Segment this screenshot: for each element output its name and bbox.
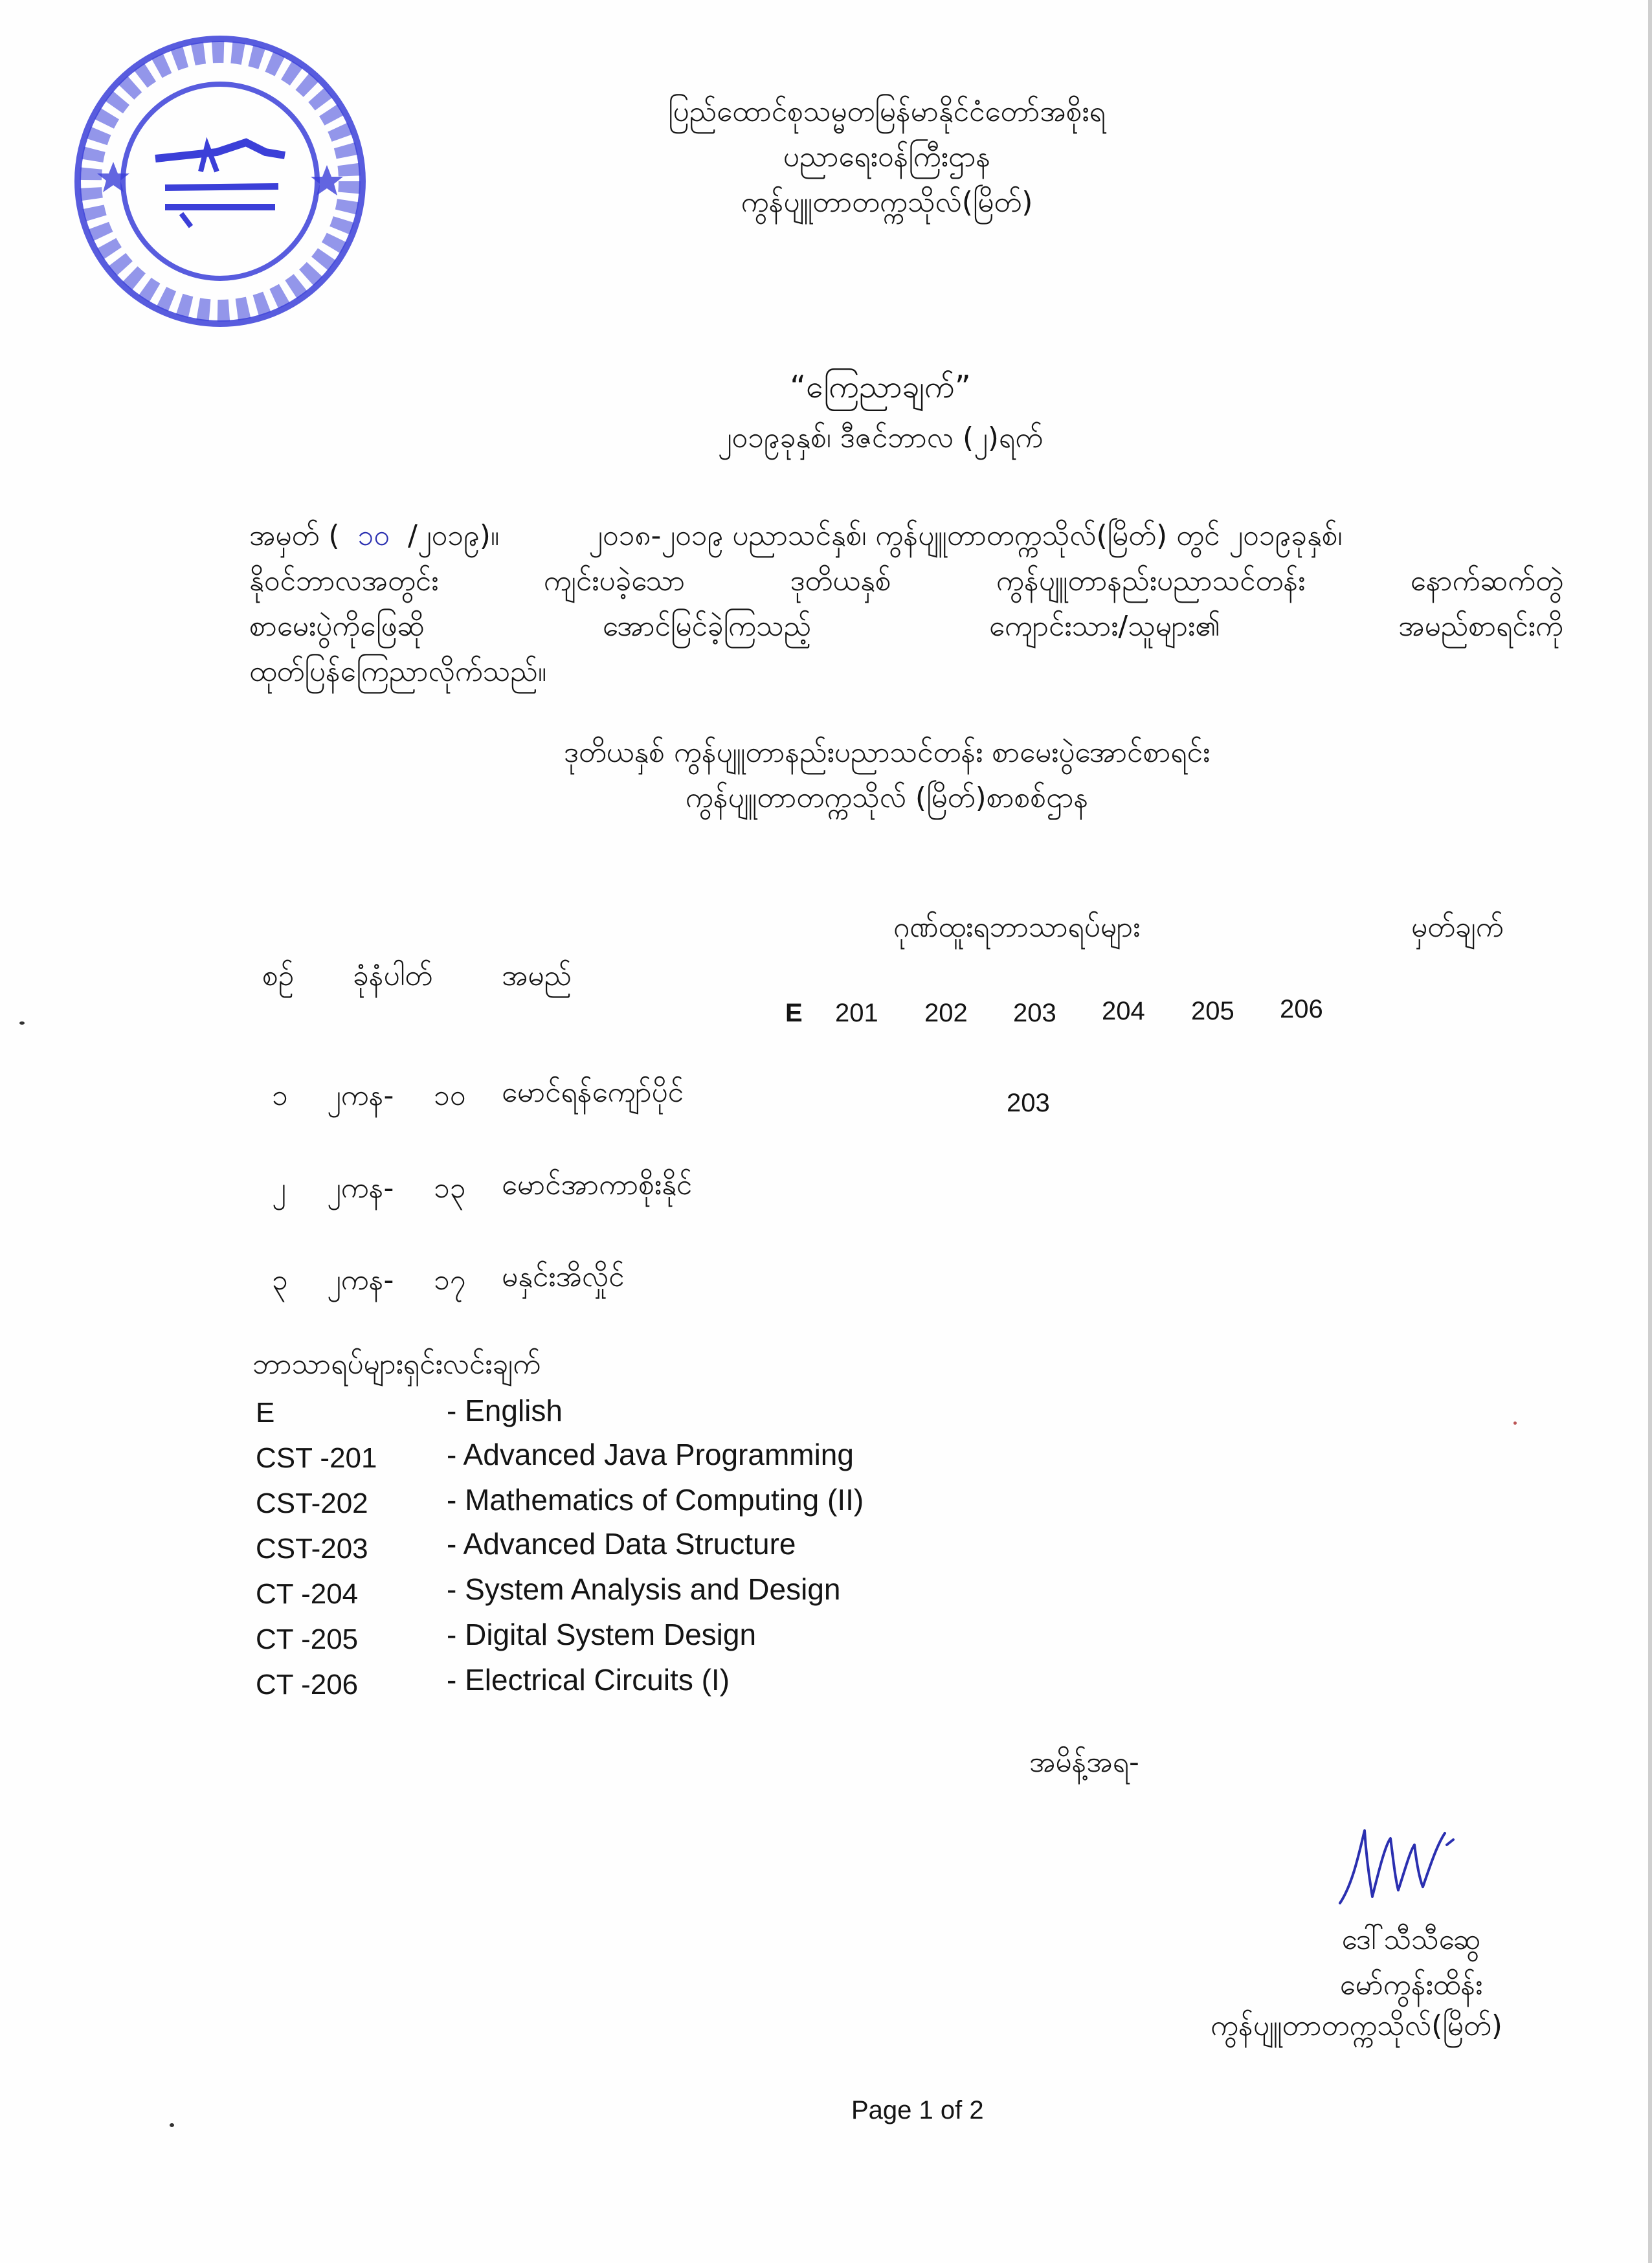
legend-desc-e: - English xyxy=(447,1394,563,1427)
subject-code-205: 205 xyxy=(1191,997,1234,1025)
subjects-legend-title: ဘာသာရပ်များရှင်းလင်းချက် xyxy=(252,1348,541,1381)
legend-desc-204: - System Analysis and Design xyxy=(447,1572,841,1606)
body-line-1 xyxy=(249,513,1563,559)
subject-code-204: 204 xyxy=(1102,997,1145,1025)
subject-code-206: 206 xyxy=(1280,995,1323,1023)
legend-desc-203: - Advanced Data Structure xyxy=(447,1527,796,1561)
by-order-label: အမိန့်အရ- xyxy=(1029,1746,1139,1779)
subject-code-203: 203 xyxy=(1013,999,1056,1027)
row-1-name: မောင်ရန်ကျော်ပိုင် xyxy=(502,1076,684,1109)
row-1-roll-prefix: ၂ကန- xyxy=(327,1079,394,1112)
row-2-serial: ၂ xyxy=(272,1172,286,1205)
reference-number: ၁၀ xyxy=(357,519,390,552)
legend-desc-206: - Electrical Circuits (I) xyxy=(447,1663,730,1697)
legend-desc-205: - Digital System Design xyxy=(447,1618,757,1651)
legend-code-201: CST -201 xyxy=(256,1442,377,1474)
body-line-3: စာမေးပွဲကိုဖြေဆို အောင်မြင်ခဲ့ကြသည့် ကျောင်းသား/သူများ၏ အမည်စာရင်းကို xyxy=(249,610,1563,643)
government-name: ပြည်ထောင်စုသမ္မတမြန်မာနိုင်ငံတော်အစိုးရ xyxy=(668,95,1106,128)
body-text-1: ၂၀၁၈-၂၀၁၉ ပညာသင်နှစ်၊ ကွန်ပျူတာတက္ကသိုလ်(မြိတ်) တွင် ၂၀၁၉ခုနှစ်၊ xyxy=(588,519,1343,552)
legend-code-206: CT -206 xyxy=(256,1669,359,1700)
list-department: ကွန်ပျူတာတက္ကသိုလ် (မြိတ်)စာစစ်ဌာန xyxy=(685,781,1089,814)
row-1-roll-number: ၁၀ xyxy=(434,1079,466,1112)
notice-title: “ကြေညာချက်” xyxy=(790,369,971,405)
legend-desc-201: - Advanced Java Programming xyxy=(447,1438,854,1471)
signature-icon xyxy=(1334,1825,1463,1910)
scan-speck xyxy=(1513,1421,1517,1425)
letterhead xyxy=(531,89,1243,225)
legend-code-203: CST-203 xyxy=(256,1533,368,1565)
remarks-header: မှတ်ချက် xyxy=(1411,911,1504,944)
seal-stamp-icon xyxy=(52,13,388,350)
legend-code-202: CST-202 xyxy=(256,1488,368,1519)
scan-speck xyxy=(170,2123,174,2127)
roll-header: ခုံနံပါတ် xyxy=(353,959,433,992)
row-3-roll-prefix: ၂ကန- xyxy=(327,1264,394,1297)
signatory-name: ဒေါ်သီသီဆွေ xyxy=(1341,1923,1481,1956)
notice-date: ၂၀၁၉ခုနှစ်၊ ဒီဇင်ဘာလ (၂)ရက် xyxy=(717,421,1044,454)
notice-heading xyxy=(570,368,1191,461)
body-line-2: နိုဝင်ဘာလအတွင်း ကျင်းပခဲ့သော ဒုတိယနှစ် ကွန်ပျူတာနည်းပညာသင်တန်း နောက်ဆက်တွဲ xyxy=(249,564,1563,597)
subject-code-202: 202 xyxy=(924,999,968,1027)
row-1-serial: ၁ xyxy=(272,1079,288,1112)
university-name: ကွန်ပျူတာတက္ကသိုလ်(မြိတ်) xyxy=(741,186,1033,219)
legend-code-205: CT -205 xyxy=(256,1623,359,1655)
reference-suffix: /၂၀၁၉)။ xyxy=(408,519,500,552)
legend-code-e: E xyxy=(256,1397,275,1429)
page-number: Page 1 of 2 xyxy=(851,2096,984,2124)
legend-code-204: CT -204 xyxy=(256,1578,359,1610)
list-heading xyxy=(466,730,1308,821)
row-3-serial: ၃ xyxy=(272,1264,288,1297)
row-2-roll-number: ၁၃ xyxy=(434,1172,466,1205)
subjects-header: ဂုဏ်ထူးရဘာသာရပ်များ xyxy=(893,911,1141,944)
row-1-subject: 203 xyxy=(1007,1089,1050,1117)
subject-code-201: 201 xyxy=(835,999,878,1027)
serial-header: စဉ် xyxy=(262,959,295,992)
body-line-4: ထုတ်ပြန်ကြေညာလိုက်သည်။ xyxy=(249,655,547,688)
legend-desc-202: - Mathematics of Computing (II) xyxy=(447,1483,864,1517)
signatory-org: ကွန်ပျူတာတက္ကသိုလ်(မြိတ်) xyxy=(1211,2009,1502,2042)
reference-prefix: အမှတ် ( xyxy=(249,519,340,552)
page-edge xyxy=(1648,0,1652,2263)
row-3-roll-number: ၁၇ xyxy=(434,1264,466,1297)
list-title: ဒုတိယနှစ် ကွန်ပျူတာနည်းပညာသင်တန်း စာမေးပွဲအောင်စာရင်း xyxy=(563,736,1211,769)
row-2-name: မောင်အာကာစိုးနိုင် xyxy=(502,1168,693,1201)
subject-code-e: E xyxy=(785,999,803,1027)
ministry-name: ပညာရေးဝန်ကြီးဌာန xyxy=(783,140,991,173)
scan-speck xyxy=(19,1021,25,1025)
row-3-name: မနှင်းအိလှိုင် xyxy=(502,1260,625,1293)
signatory-block xyxy=(1217,1917,1605,2008)
signatory-title: မော်ကွန်းထိန်း xyxy=(1339,1968,1483,2001)
row-2-roll-prefix: ၂ကန- xyxy=(327,1172,394,1205)
name-header: အမည် xyxy=(502,959,572,992)
